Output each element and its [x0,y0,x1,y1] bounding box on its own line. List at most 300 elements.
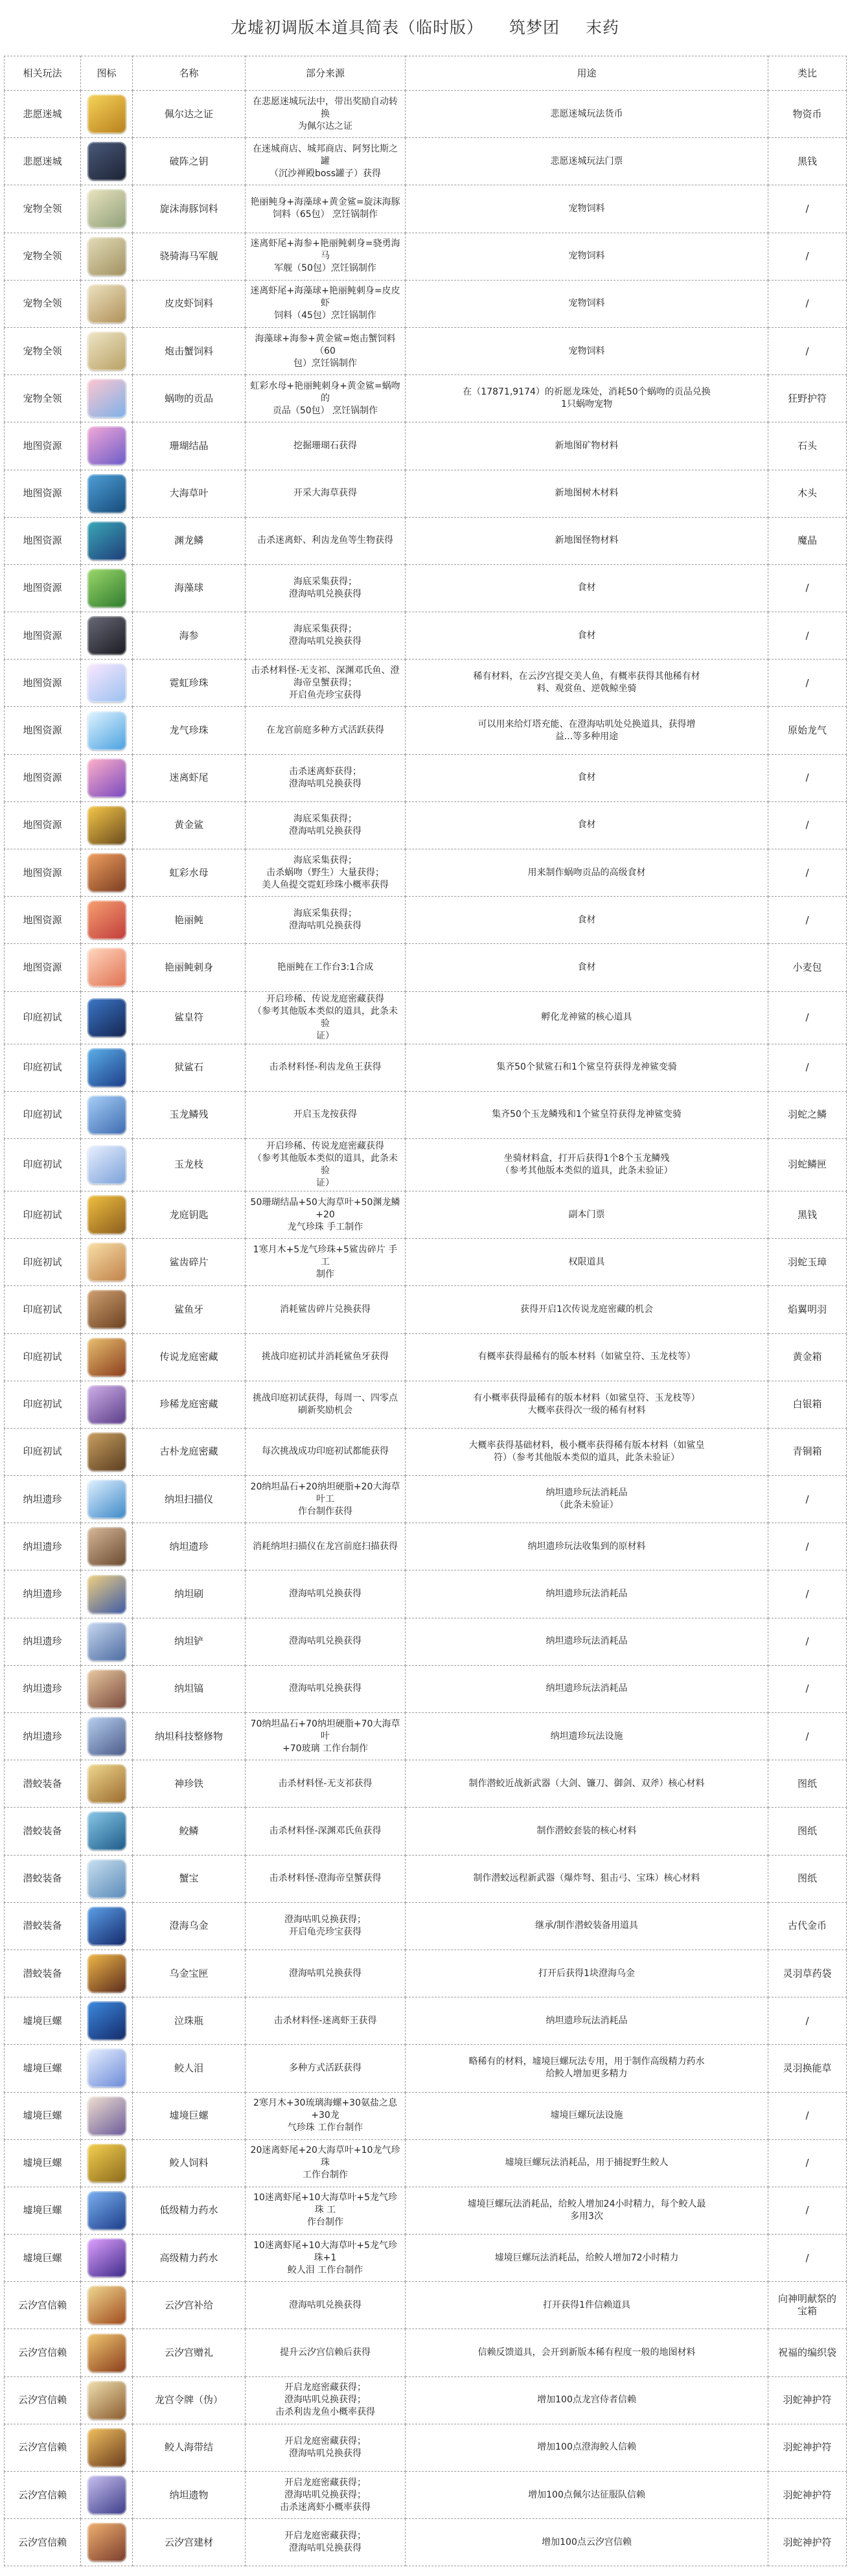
usage-cell: 食材 [406,801,768,849]
fin-icon [87,1811,126,1850]
source-cell: 澄海咕叽兑换获得 [246,1665,406,1712]
usage-cell: 信赖反馈道具，会开到新版本稀有程度一般的地图材料 [406,2329,768,2376]
usage-cell: 制作潜蛟套装的核心材料 [406,1808,768,1855]
usage-cell: 有小概率获得最稀有的版本材料（如鲨皇符、玉龙枝等） 大概率获得次一级的稀有材料 [406,1381,768,1428]
source-cell: 击杀迷离虾获得； 澄海咕叽兑换获得 [246,754,406,801]
item-name: 蜗吻的贡品 [133,375,246,422]
category-cell: 地图资源 [5,849,81,897]
item-name: 龙庭钥匙 [133,1191,246,1238]
usage-cell: 纳坦遗珍玩法消耗品 [406,1997,768,2045]
category-cell: 印庭初试 [5,1138,81,1191]
icon-cell [81,1286,133,1333]
bow-knot-icon [87,2428,126,2467]
icon-cell [81,91,133,138]
feed-bag-icon [87,189,126,228]
icon-cell [81,754,133,801]
usage-cell: 墟境巨螺玩法设施 [406,2092,768,2139]
category-cell: 潜蛟装备 [5,1949,81,1997]
category-cell: 印庭初试 [5,1428,81,1475]
category-cell: 地图资源 [5,564,81,612]
table-row [5,1138,847,1191]
icon-cell [81,1333,133,1381]
source-cell: 澄海咕叽兑换获得 [246,1570,406,1618]
icon-cell [81,849,133,897]
analogy-cell: 黑钱 [768,1191,847,1238]
source-cell: 海藻球+海参+黄金鲨=炮击蟹饲料（60 包）烹饪锅制作 [246,327,406,374]
usage-cell: 悲愿迷城玩法门票 [406,138,768,185]
item-name: 龙宫令牌（伪） [133,2376,246,2424]
usage-cell: 宠物饲料 [406,233,768,280]
item-name: 海参 [133,612,246,660]
item-name: 纳坦镐 [133,1665,246,1712]
icon-cell [81,1476,133,1523]
analogy-cell: 狂野护符 [768,375,847,422]
item-name: 旋沫海豚饲料 [133,185,246,233]
analogy-cell: 灵羽换能草 [768,2045,847,2092]
usage-cell: 获得开启1次传说龙庭密藏的机会 [406,1286,768,1333]
usage-cell: 制作潜蛟近战新武器（大剑、镰刀、御剑、双斧）核心材料 [406,1760,768,1808]
analogy-cell: 图纸 [768,1855,847,1902]
item-name: 纳坦遗珍 [133,1523,246,1570]
table-row [5,1570,847,1618]
icon-cell [81,2519,133,2566]
source-cell: 击杀材料怪-迷离虾王获得 [246,1997,406,2045]
source-cell: 开启龙庭密藏获得； 澄海咕叽兑换获得； 击杀利齿龙鱼小概率获得 [246,2376,406,2424]
category-cell: 云汐宫信赖 [5,2376,81,2424]
cake-icon [87,379,126,418]
usage-cell: 有概率获得最稀有的版本材料（如鲨皇符、玉龙枝等） [406,1333,768,1381]
category-cell: 地图资源 [5,660,81,707]
source-cell: 迷离虾尾+海藻球+艳丽鲀刺身=皮皮虾 饲料（45包）烹饪锅制作 [246,280,406,327]
usage-cell: 继承/制作潜蛟装备用道具 [406,1902,768,1949]
feed-bag-icon [87,237,126,276]
icon-cell [81,1239,133,1286]
icon-cell [81,612,133,660]
item-name: 鲛人泪 [133,2045,246,2092]
table-row [5,1949,847,1997]
usage-cell: 纳坦遗珍玩法消耗品 （此条未验证） [406,1476,768,1523]
icon-cell [81,2139,133,2187]
table-row [5,1333,847,1381]
category-cell: 地图资源 [5,801,81,849]
table-row [5,375,847,422]
potion-icon [87,2238,126,2277]
source-cell: 开启珍稀、传说龙庭密藏获得 （参考其他版本类似的道具，此条未验 证） [246,1138,406,1191]
item-name: 皮皮虾饲料 [133,280,246,327]
icon-cell [81,2092,133,2139]
analogy-cell: 小麦包 [768,944,847,991]
analogy-cell: 白银箱 [768,1381,847,1428]
analogy-cell: / [768,1523,847,1570]
source-cell: 开启龙庭密藏获得； 澄海咕叽兑换获得； 击杀迷离虾小概率获得 [246,2472,406,2519]
title-author: 末药 [586,18,620,37]
analogy-cell: / [768,2139,847,2187]
icon-cell [81,280,133,327]
potion-icon [87,2191,126,2230]
usage-cell: 纳坦遗珍玩法消耗品 [406,1570,768,1618]
header-analogy: 类比 [768,56,847,91]
usage-cell: 在（17871,9174）的祈愿龙珠处，消耗50个蜗吻的贡品兑换 1只蜗吻宠物 [406,375,768,422]
usage-cell: 孵化龙神鲨的核心道具 [406,991,768,1044]
source-cell: 击杀材料怪-澄海帝皇蟹获得 [246,1855,406,1902]
table-row [5,1760,847,1808]
treasure-chest-icon [87,1432,126,1471]
source-cell: 消耗鲨齿碎片兑换获得 [246,1286,406,1333]
analogy-cell: 羽蛇鳞匣 [768,1138,847,1191]
source-cell: 50珊瑚结晶+50大海草叶+50渊龙鳞+20 龙气珍珠 手工制作 [246,1191,406,1238]
table-row [5,1239,847,1286]
icon-cell [81,1665,133,1712]
icon-cell [81,2472,133,2519]
source-cell: 击杀材料怪-无支祁获得 [246,1760,406,1808]
item-name: 炮击蟹饲料 [133,327,246,374]
table-row [5,91,847,138]
usage-cell: 食材 [406,944,768,991]
jade-dragon-icon [87,1145,126,1184]
item-name: 黄金鲨 [133,801,246,849]
analogy-cell: / [768,185,847,233]
category-cell: 墟境巨螺 [5,2235,81,2282]
icon-cell [81,2187,133,2234]
shard-icon [87,1243,126,1282]
analogy-cell: 青铜箱 [768,1428,847,1475]
analogy-cell: 羽蛇神护符 [768,2424,847,2471]
table-row [5,991,847,1044]
table-row [5,2472,847,2519]
item-name: 骁骑海马军舰 [133,233,246,280]
cube-icon [87,1527,126,1566]
table-header-row [5,56,847,91]
source-cell: 开启龙庭密藏获得； 澄海咕叽兑换获得 [246,2424,406,2471]
analogy-cell: / [768,612,847,660]
icon-cell [81,233,133,280]
usage-cell: 宠物饲料 [406,280,768,327]
analogy-cell: / [768,233,847,280]
analogy-cell: / [768,564,847,612]
analogy-cell: / [768,897,847,944]
source-cell: 海底采集获得； 澄海咕叽兑换获得 [246,564,406,612]
analogy-cell: 物资币 [768,91,847,138]
source-cell: 澄海咕叽兑换获得 [246,1618,406,1665]
gift-box-icon [87,2334,126,2373]
table-row [5,849,847,897]
category-cell: 墟境巨螺 [5,2139,81,2187]
category-cell: 地图资源 [5,422,81,470]
category-cell: 印庭初试 [5,1239,81,1286]
category-cell: 地图资源 [5,612,81,660]
item-name: 艳丽鲀 [133,897,246,944]
category-cell: 宠物全领 [5,233,81,280]
item-name: 纳坦遗物 [133,2472,246,2519]
table-row [5,1523,847,1570]
icon-cell [81,2235,133,2282]
table-row [5,1091,847,1138]
icon-cell [81,1523,133,1570]
table-row [5,564,847,612]
feed-bag-icon [87,332,126,371]
item-name: 纳坦刷 [133,1570,246,1618]
item-name: 虹彩水母 [133,849,246,897]
analogy-cell: / [768,801,847,849]
item-name: 霓虹珍珠 [133,660,246,707]
source-cell: 1寒月木+5龙气珍珠+5鲨齿碎片 手工 制作 [246,1239,406,1286]
treasure-chest-icon [87,1338,126,1377]
item-name: 纳坦铲 [133,1618,246,1665]
source-cell: 提升云汐宫信赖后获得 [246,2329,406,2376]
icon-cell [81,375,133,422]
item-name: 古朴龙庭密藏 [133,1428,246,1475]
category-cell: 墟境巨螺 [5,2045,81,2092]
usage-cell: 纳坦遗珍玩法收集到的原材料 [406,1523,768,1570]
crab-shell-icon [87,1859,126,1898]
table-row [5,944,847,991]
icon-cell [81,1997,133,2045]
analogy-cell: 黑钱 [768,138,847,185]
analogy-cell: 灵羽草药袋 [768,1949,847,1997]
table-row [5,2092,847,2139]
usage-cell: 食材 [406,612,768,660]
table-row [5,1713,847,1760]
category-cell: 云汐宫信赖 [5,2519,81,2566]
analogy-cell: / [768,1570,847,1618]
source-cell: 多种方式活跃获得 [246,2045,406,2092]
usage-cell: 大概率获得基础材料，极小概率获得稀有版本材料（如鲨皇 符）（参考其他版本类似的道具，此条未验证） [406,1428,768,1475]
category-cell: 印庭初试 [5,1381,81,1428]
item-name: 龙气珍珠 [133,707,246,754]
usage-cell: 墟境巨螺玩法消耗品，给鲛人增加72小时精力 [406,2235,768,2282]
category-cell: 地图资源 [5,754,81,801]
analogy-cell: / [768,1665,847,1712]
source-cell: 每次挑战成功印庭初试都能获得 [246,1428,406,1475]
icon-cell [81,2282,133,2329]
item-name: 澄海乌金 [133,1902,246,1949]
relic-icon [87,2476,126,2514]
item-name: 破阵之钥 [133,138,246,185]
analogy-cell: / [768,1618,847,1665]
icon-cell [81,1808,133,1855]
category-cell: 墟境巨螺 [5,2187,81,2234]
source-cell: 海底采集获得； 澄海咕叽兑换获得 [246,897,406,944]
icon-cell [81,1091,133,1138]
category-cell: 纳坦遗珍 [5,1523,81,1570]
source-cell: 挖掘珊瑚石获得 [246,422,406,470]
table-row [5,897,847,944]
usage-cell: 集齐50个狱鲨石和1个鲨皇符获得龙神鲨变骑 [406,1044,768,1091]
usage-cell: 宠物饲料 [406,327,768,374]
icon-cell [81,707,133,754]
table-row [5,2424,847,2471]
usage-cell: 新地图矿物材料 [406,422,768,470]
icon-cell [81,801,133,849]
source-cell: 在悲愿迷城玩法中，带出奖励自动转换 为佩尔达之证 [246,91,406,138]
pickaxe-icon [87,1670,126,1708]
item-name: 玉龙鳞残 [133,1091,246,1138]
table-row [5,470,847,517]
source-cell: 挑战印庭初试并消耗鲨鱼牙获得 [246,1333,406,1381]
analogy-cell: / [768,660,847,707]
treasure-box-icon [87,1954,126,1993]
table-row [5,1618,847,1665]
category-cell: 云汐宫信赖 [5,2472,81,2519]
source-cell: 10迷离虾尾+10大海草叶+5龙气珍珠+1 鲛人泪 工作台制作 [246,2235,406,2282]
table-row [5,1665,847,1712]
usage-cell: 增加100点云汐宫信赖 [406,2519,768,2566]
table-row [5,1997,847,2045]
source-cell: 击杀材料怪-无支祁、深渊邓氏鱼、澄 海帝皇蟹获得； 开启鱼壳珍宝获得 [246,660,406,707]
category-cell: 潜蛟装备 [5,1760,81,1808]
shrimp-tail-icon [87,759,126,798]
source-cell: 在迷城商店、城邦商店、阿努比斯之罐 （沉沙禅殿boss罐子）获得 [246,138,406,185]
usage-cell: 用来制作蜗吻贡品的高级食材 [406,849,768,897]
brush-icon [87,1575,126,1614]
source-cell: 澄海咕叽兑换获得 [246,2282,406,2329]
item-name: 墟境巨螺 [133,2092,246,2139]
analogy-cell: 石头 [768,422,847,470]
source-cell: 开采大海草获得 [246,470,406,517]
analogy-cell: / [768,327,847,374]
table-row [5,2282,847,2329]
table-row [5,280,847,327]
tear-icon [87,2049,126,2087]
category-cell: 地图资源 [5,897,81,944]
category-cell: 云汐宫信赖 [5,2424,81,2471]
table-row [5,1286,847,1333]
scroll-icon [87,1764,126,1803]
sashimi-icon [87,948,126,987]
table-row [5,1381,847,1428]
icon-cell [81,327,133,374]
gift-box-icon [87,2286,126,2325]
table-row [5,1902,847,1949]
source-cell: 澄海咕叽兑换获得 [246,1949,406,1997]
item-name: 高级精力药水 [133,2235,246,2282]
table-row [5,327,847,374]
analogy-cell: / [768,1713,847,1760]
item-name: 大海草叶 [133,470,246,517]
table-row [5,2519,847,2566]
seaweed-ball-icon [87,569,126,608]
item-name: 海藻球 [133,564,246,612]
analogy-cell: 古代金币 [768,1902,847,1949]
category-cell: 纳坦遗珍 [5,1570,81,1618]
table-row [5,707,847,754]
usage-cell: 增加100点佩尔达征服队信赖 [406,2472,768,2519]
conch-icon [87,2097,126,2135]
title-main: 龙墟初调版本道具简表（临时版） [230,18,483,37]
item-name: 低级精力药水 [133,2187,246,2234]
shark-talisman-icon [87,998,126,1037]
source-cell: 开启玉龙按获得 [246,1091,406,1138]
icon-cell [81,660,133,707]
analogy-cell: 原始龙气 [768,707,847,754]
category-cell: 纳坦遗珍 [5,1713,81,1760]
table-row [5,1476,847,1523]
category-cell: 潜蛟装备 [5,1902,81,1949]
usage-cell: 略稀有的材料，墟境巨螺玩法专用，用于制作高级精力药水 给鲛人增加更多精力 [406,2045,768,2092]
item-name: 蟹宝 [133,1855,246,1902]
analogy-cell: / [768,1476,847,1523]
usage-cell: 权限道具 [406,1239,768,1286]
icon-cell [81,1428,133,1475]
analogy-cell: 向神明献祭的 宝箱 [768,2282,847,2329]
source-cell: 艳丽鲀在工作台3:1合成 [246,944,406,991]
source-cell: 挑战印庭初试获得，每周一、四零点 刷新奖励机会 [246,1381,406,1428]
analogy-cell: 图纸 [768,1760,847,1808]
usage-cell: 悲愿迷城玩法货币 [406,91,768,138]
category-cell: 印庭初试 [5,1333,81,1381]
analogy-cell: 焰翼明羽 [768,1286,847,1333]
table-row [5,2376,847,2424]
table-row [5,2329,847,2376]
icon-cell [81,2424,133,2471]
analogy-cell: 黄金箱 [768,1333,847,1381]
category-cell: 悲愿迷城 [5,91,81,138]
icon-cell [81,1949,133,1997]
source-cell: 20迷离虾尾+20大海草叶+10龙气珍珠 工作台制作 [246,2139,406,2187]
table-row [5,1191,847,1238]
table-row [5,660,847,707]
feather-scale-icon [87,1096,126,1134]
icon-cell [81,2329,133,2376]
header-category: 相关玩法 [5,56,81,91]
icon-cell [81,2045,133,2092]
analogy-cell: 羽蛇神护符 [768,2472,847,2519]
header-name: 名称 [133,56,246,91]
analogy-cell: / [768,280,847,327]
category-cell: 纳坦遗珍 [5,1618,81,1665]
icon-cell [81,1570,133,1618]
treasure-chest-icon [87,1385,126,1424]
usage-cell: 打开后获得1块澄海乌金 [406,1949,768,1997]
pineapple-icon [87,2144,126,2183]
table-row [5,2139,847,2187]
icon-cell [81,185,133,233]
category-cell: 潜蛟装备 [5,1808,81,1855]
icon-cell [81,1191,133,1238]
usage-cell: 纳坦遗珍玩法消耗品 [406,1618,768,1665]
feed-bag-icon [87,284,126,323]
source-cell: 开启珍稀、传说龙庭密藏获得 （参考其他版本类似的道具，此条未验 证） [246,991,406,1044]
icon-cell [81,138,133,185]
usage-cell: 打开获得1件信赖道具 [406,2282,768,2329]
table-row [5,801,847,849]
title-team: 筑梦团 [509,18,560,37]
usage-cell: 食材 [406,564,768,612]
category-cell: 地图资源 [5,707,81,754]
source-cell: 击杀迷离虾、利齿龙鱼等生物获得 [246,517,406,564]
item-name: 鲨皇符 [133,991,246,1044]
category-cell: 印庭初试 [5,1286,81,1333]
usage-cell: 坐骑材料盒，打开后获得1个8个玉龙鳞残 （参考其他版本类似的道具，此条未验证） [406,1138,768,1191]
icon-cell [81,1760,133,1808]
source-cell: 击杀材料怪-利齿龙鱼王获得 [246,1044,406,1091]
item-name: 云汐宫建材 [133,2519,246,2566]
category-cell: 纳坦遗珍 [5,1665,81,1712]
workbench-icon [87,1717,126,1756]
item-name: 纳坦科技整修物 [133,1713,246,1760]
icon-cell [81,564,133,612]
usage-cell: 集齐50个玉龙鳞残和1个鲨皇符获得龙神鲨变骑 [406,1091,768,1138]
source-cell: 20纳坦晶石+20纳坦硬脂+20大海草叶工 作台制作获得 [246,1476,406,1523]
analogy-cell: / [768,2092,847,2139]
magic-brush-icon [87,1480,126,1519]
item-name: 狱鲨石 [133,1044,246,1091]
item-name: 云汐宫补给 [133,2282,246,2329]
category-cell: 云汐宫信赖 [5,2329,81,2376]
item-name: 佩尔达之证 [133,91,246,138]
analogy-cell: / [768,754,847,801]
category-cell: 地图资源 [5,944,81,991]
